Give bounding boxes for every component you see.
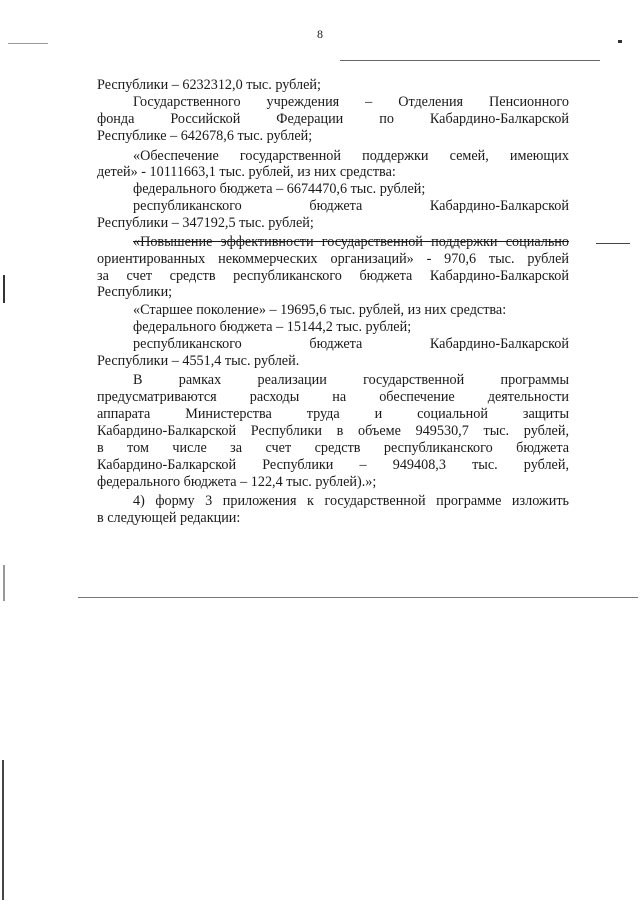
scan-dash-bottom xyxy=(78,597,638,598)
text-line: Кабардино-Балкарской Республики в объеме 949530,7 тыс. рублей, xyxy=(97,423,569,439)
text-line: федерального бюджета – 15144,2 тыс. рублей; xyxy=(133,319,412,335)
text-line: федерального бюджета – 6674470,6 тыс. рублей; xyxy=(133,181,426,197)
text-line: за счет средств республиканского бюджета Кабардино-Балкарской xyxy=(97,268,569,284)
text-line: республиканского бюджета Кабардино-Балкарской xyxy=(133,198,569,214)
text-line: Республики – 6232312,0 тыс. рублей; xyxy=(97,77,321,93)
text-line: Республики – 347192,5 тыс. рублей; xyxy=(97,215,314,231)
text-line: Республике – 642678,6 тыс. рублей; xyxy=(97,128,313,144)
text-line: ориентированных некоммерческих организаций» - 970,6 тыс. рублей xyxy=(97,251,569,267)
text-line: 4) форму 3 приложения к государственной программе изложить xyxy=(133,493,569,509)
text-line: детей» - 10111663,1 тыс. рублей, из них средства: xyxy=(97,164,396,180)
text-line: Государственного учреждения – Отделения Пенсионного xyxy=(133,94,569,110)
scan-dash-top-left xyxy=(8,43,48,44)
text-line: «Старшее поколение» – 19695,6 тыс. рублей, из них средства: xyxy=(133,302,507,318)
text-line: фонда Российской Федерации по Кабардино-Балкарской xyxy=(97,111,569,127)
text-line: в следующей редакции: xyxy=(97,510,241,526)
scan-mark-left-2 xyxy=(3,565,5,601)
text-line: Кабардино-Балкарской Республики – 949408,3 тыс. рублей, xyxy=(97,457,569,473)
text-line: «Обеспечение государственной поддержки семей, имеющих xyxy=(133,148,569,164)
scan-mark-top-right xyxy=(618,40,622,43)
text-line: федерального бюджета – 122,4 тыс. рублей).»; xyxy=(97,474,377,490)
text-line: в том числе за счет средств республиканского бюджета xyxy=(97,440,569,456)
scan-dash-mid-right xyxy=(596,243,630,244)
text-line: предусматриваются расходы на обеспечение деятельности xyxy=(97,389,569,405)
scan-dash-top-right xyxy=(340,60,600,61)
page-number: 8 xyxy=(317,27,323,41)
scan-mark-left-3 xyxy=(2,760,4,900)
text-line: Республики – 4551,4 тыс. рублей. xyxy=(97,353,300,369)
text-line: аппарата Министерства труда и социальной защиты xyxy=(97,406,569,422)
text-line: республиканского бюджета Кабардино-Балкарской xyxy=(133,336,569,352)
scan-mark-left-1 xyxy=(3,275,5,303)
text-line: Республики; xyxy=(97,284,173,300)
text-line: В рамках реализации государственной программы xyxy=(133,372,569,388)
text-line-strikethrough: «Повышение эффективности государственной поддержки социально xyxy=(133,234,569,250)
